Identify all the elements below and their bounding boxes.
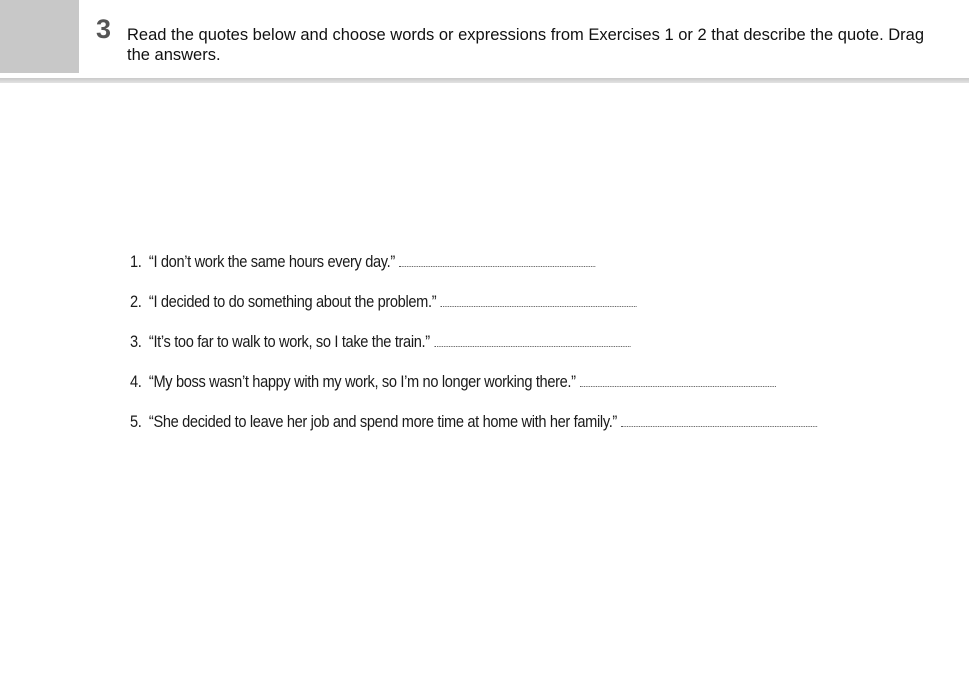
header-divider	[0, 78, 969, 83]
question-item-4	[130, 372, 817, 412]
question-item-5	[130, 412, 817, 452]
question-quote: “It’s too far to walk to work, so I take the train.”	[148, 332, 430, 351]
question-quote: “I decided to do something about the problem.”	[148, 292, 437, 311]
question-number: 3.	[130, 332, 142, 351]
exercise-number: 3	[96, 14, 112, 44]
question-number: 2.	[130, 292, 142, 311]
question-list	[130, 252, 929, 452]
question-quote: “My boss wasn’t happy with my work, so I’m no longer working there.”	[148, 372, 576, 391]
answer-drop-zone-5[interactable]	[621, 412, 817, 427]
question-number: 5.	[130, 412, 142, 431]
question-item-1	[130, 252, 817, 292]
answer-drop-zone-1[interactable]	[399, 252, 595, 267]
header-tab-decoration	[0, 0, 79, 73]
answer-drop-zone-2[interactable]	[441, 292, 637, 307]
question-quote: “I don’t work the same hours every day.”	[148, 252, 395, 271]
exercise-header	[0, 0, 969, 78]
question-item-3	[130, 332, 817, 372]
question-number: 1.	[130, 252, 142, 271]
exercise-instructions: Read the quotes below and choose words or expressions from Exercises 1 or 2 that describe the quote. Drag the answers.	[127, 26, 925, 64]
answer-drop-zone-4[interactable]	[580, 372, 776, 387]
answer-drop-zone-3[interactable]	[434, 332, 630, 347]
question-number: 4.	[130, 372, 142, 391]
question-quote: “She decided to leave her job and spend more time at home with her family.”	[148, 412, 617, 431]
question-item-2	[130, 292, 817, 332]
